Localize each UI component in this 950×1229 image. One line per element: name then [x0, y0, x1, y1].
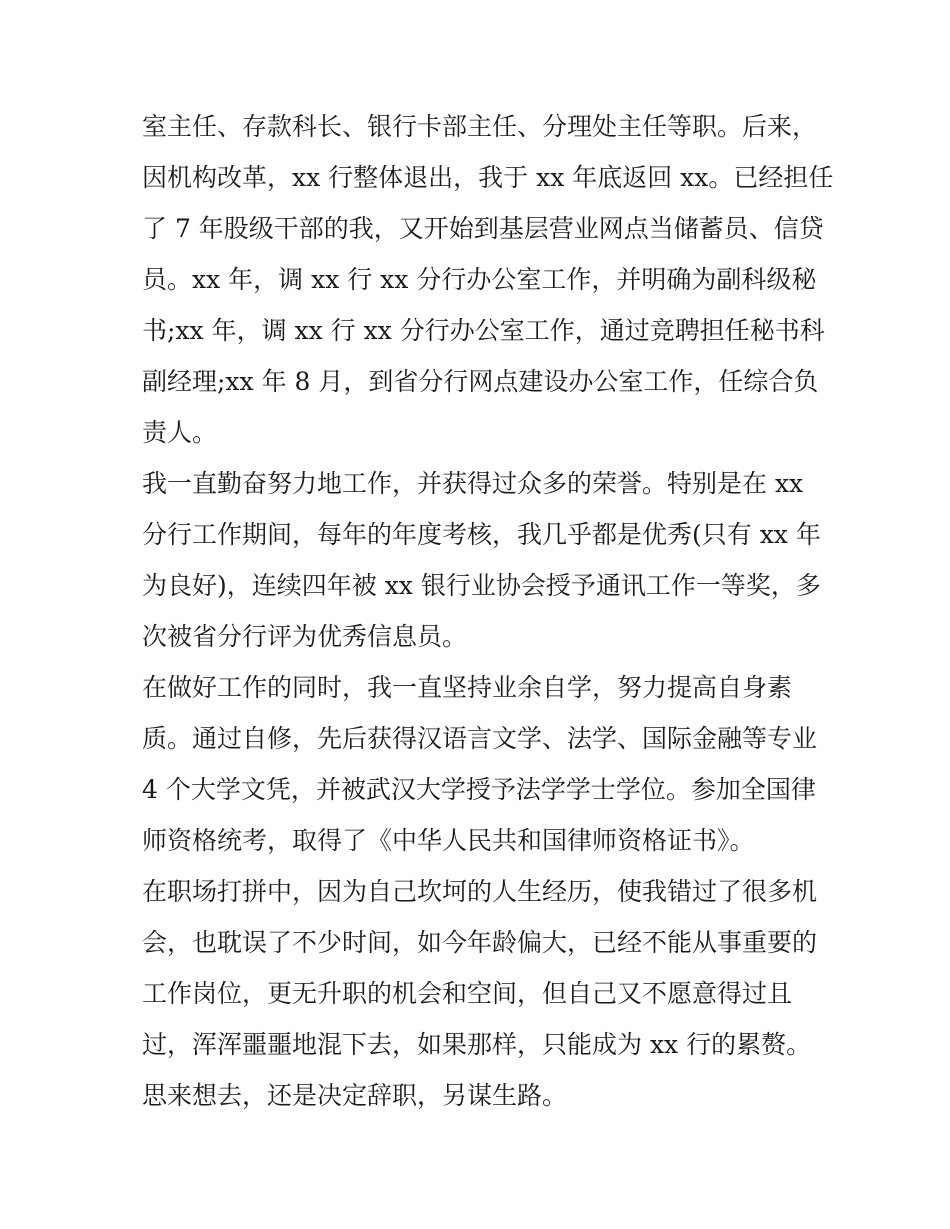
- text-line: 分行工作期间，每年的年度考核，我几乎都是优秀(只有 xx 年: [142, 520, 821, 549]
- text-line: 我一直勤奋努力地工作，并获得过众多的荣誉。特别是在 xx: [142, 469, 804, 498]
- text-line: 为良好)，连续四年被 xx 银行业协会授予通讯工作一等奖，多: [142, 571, 821, 600]
- text-line: 会，也耽误了不少时间，如今年龄偏大，已经不能从事重要的: [142, 928, 818, 957]
- text-line: 质。通过自修，先后获得汉语言文学、法学、国际金融等专业: [142, 724, 818, 753]
- text-line: 在职场打拼中，因为自己坎坷的人生经历，使我错过了很多机: [142, 877, 818, 906]
- text-line: 副经理;xx 年 8 月，到省分行网点建设办公室工作，任综合负: [142, 367, 819, 396]
- text-line: 工作岗位，更无升职的机会和空间，但自己又不愿意得过且: [142, 979, 793, 1008]
- text-line: 因机构改革，xx 行整体退出，我于 xx 年底返回 xx。已经担任: [142, 163, 834, 192]
- text-line: 员。xx 年，调 xx 行 xx 分行办公室工作，并明确为副科级秘: [142, 265, 817, 294]
- text-line: 了 7 年股级干部的我，又开始到基层营业网点当储蓄员、信贷: [142, 214, 824, 243]
- text-line: 师资格统考，取得了《中华人民共和国律师资格证书》。: [142, 826, 755, 855]
- text-line: 4 个大学文凭，并被武汉大学授予法学学士学位。参加全国律: [142, 775, 816, 804]
- text-line: 思来想去，还是决定辞职，另谋生路。: [142, 1081, 568, 1110]
- text-line: 在做好工作的同时，我一直坚持业余自学，努力提高自身素: [142, 673, 793, 702]
- text-line: 次被省分行评为优秀信息员。: [142, 622, 468, 651]
- text-line: 室主任、存款科长、银行卡部主任、分理处主任等职。后来，: [142, 112, 818, 141]
- text-line: 责人。: [142, 418, 218, 447]
- text-line: 过，浑浑噩噩地混下去，如果那样，只能成为 xx 行的累赘。: [142, 1030, 812, 1059]
- text-line: 书;xx 年，调 xx 行 xx 分行办公室工作，通过竞聘担任秘书科: [142, 316, 825, 345]
